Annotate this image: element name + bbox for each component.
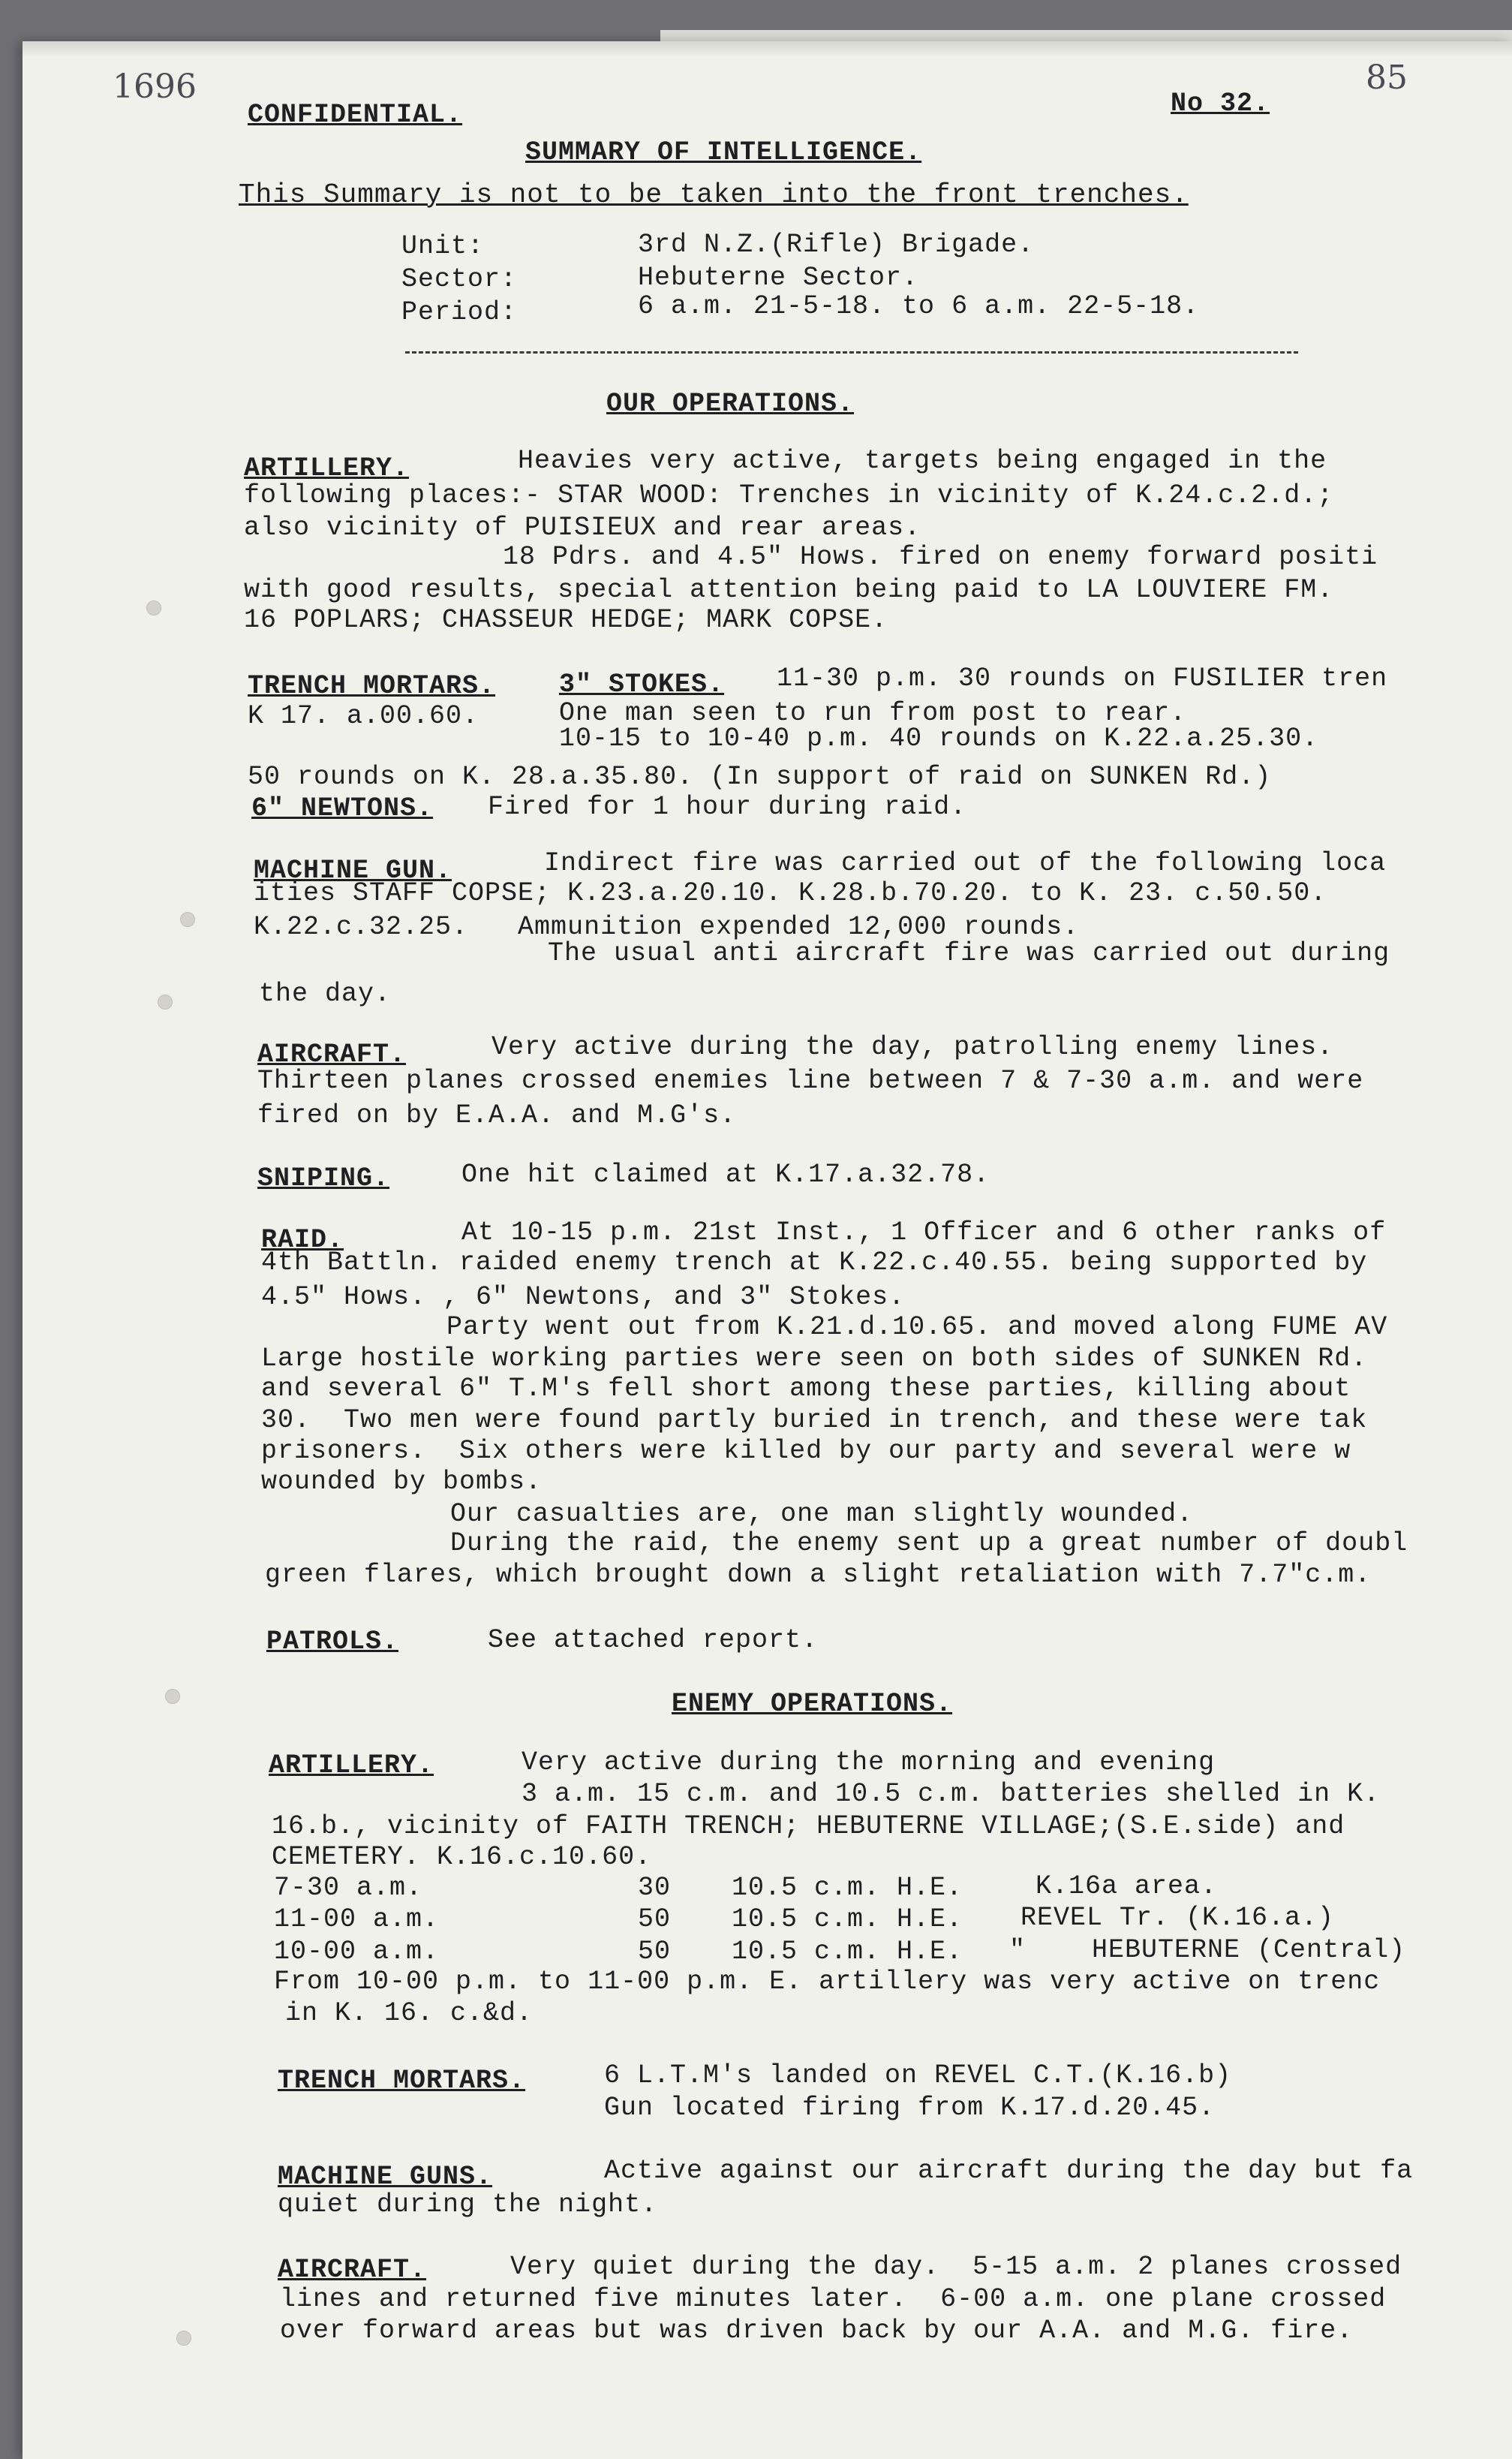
enemy-mg-line: quiet during the night. <box>278 2190 658 2220</box>
raid-line: Our casualties are, one man slightly wounded. <box>450 1499 1194 1529</box>
enemy-artillery-line: From 10-00 p.m. to 11-00 p.m. E. artillery was very active on trenc <box>274 1967 1381 1997</box>
shelling-row-location: " HEBUTERNE (Central) <box>1009 1935 1406 1965</box>
shelling-row-count: 50 <box>638 1937 672 1967</box>
shelling-row-time: 11-00 a.m. <box>274 1904 440 1934</box>
raid-line: At 10-15 p.m. 21st Inst., 1 Officer and 6 other ranks of <box>461 1217 1387 1248</box>
punch-hole <box>146 600 161 616</box>
raid-line: During the raid, the enemy sent up a great number of doubl <box>450 1528 1408 1558</box>
raid-line: and several 6" T.M's fell short among these parties, killing about <box>261 1374 1351 1404</box>
artillery-line: also vicinity of PUISIEUX and rear areas. <box>244 513 921 543</box>
punch-hole <box>158 995 173 1010</box>
enemy-aircraft-line: Very quiet during the day. 5-15 a.m. 2 planes crossed <box>510 2252 1402 2282</box>
raid-line: 30. Two men were found partly buried in trench, and these were tak <box>261 1405 1368 1435</box>
enemy-artillery-line: 16.b., vicinity of FAITH TRENCH; HEBUTERNE VILLAGE;(S.E.side) and <box>272 1811 1345 1841</box>
shelling-row-shell: 10.5 c.m. H.E. <box>732 1873 963 1903</box>
tm-line: 10-15 to 10-40 p.m. 40 rounds on K.22.a.25.30. <box>559 724 1319 754</box>
raid-line: Large hostile working parties were seen on both sides of SUNKEN Rd. <box>261 1344 1368 1374</box>
artillery-line: 18 Pdrs. and 4.5" Hows. fired on enemy forward positi <box>503 542 1378 572</box>
newtons-label: 6" NEWTONS. <box>251 793 434 823</box>
artillery-line: following places:- STAR WOOD: Trenches in vicinity of K.24.c.2.d.; <box>244 480 1334 510</box>
punch-hole <box>165 1689 180 1704</box>
raid-label: RAID. <box>261 1225 344 1255</box>
tm-line: 11-30 p.m. 30 rounds on FUSILIER tren <box>777 664 1388 694</box>
enemy-tm-line: 6 L.T.M's landed on REVEL C.T.(K.16.b) <box>604 2060 1232 2090</box>
enemy-artillery-line: in K. 16. c.&d. <box>285 1998 534 2028</box>
our-operations-heading: OUR OPERATIONS. <box>606 389 855 419</box>
enemy-aircraft-line: lines and returned five minutes later. 6-00 a.m. one plane crossed <box>280 2284 1387 2314</box>
shelling-row-time: 10-00 a.m. <box>274 1937 440 1967</box>
sniping-text: One hit claimed at K.17.a.32.78. <box>461 1160 990 1190</box>
mg-line: K.22.c.32.25. Ammunition expended 12,000 rounds. <box>254 912 1080 942</box>
shelling-row-location: REVEL Tr. (K.16.a.) <box>1021 1903 1335 1933</box>
summary-number: No 32. <box>1171 89 1270 119</box>
folio-number-left: 1696 <box>113 68 197 106</box>
artillery-label: ARTILLERY. <box>244 453 410 483</box>
enemy-artillery-line: 3 a.m. 15 c.m. and 10.5 c.m. batteries shelled in K. <box>522 1779 1381 1809</box>
mg-line: the day. <box>259 979 392 1009</box>
raid-line: wounded by bombs. <box>261 1467 543 1497</box>
shelling-row-shell: 10.5 c.m. H.E. <box>732 1937 963 1967</box>
shelling-row-location: K.16a area. <box>1036 1871 1218 1901</box>
enemy-tm-line: Gun located firing from K.17.d.20.45. <box>604 2093 1216 2123</box>
mg-line: Indirect fire was carried out of the following loca <box>544 848 1387 878</box>
sector-label: Sector: <box>401 264 518 294</box>
enemy-operations-heading: ENEMY OPERATIONS. <box>672 1689 953 1719</box>
unit-value: 3rd N.Z.(Rifle) Brigade. <box>638 230 1035 260</box>
period-label: Period: <box>401 297 518 327</box>
artillery-line: 16 POPLARS; CHASSEUR HEDGE; MARK COPSE. <box>244 605 888 635</box>
tm-grid-ref: K 17. a.00.60. <box>248 701 479 731</box>
enemy-machine-guns-label: MACHINE GUNS. <box>278 2162 493 2192</box>
dashed-rule <box>405 351 1298 354</box>
shelling-row-shell: 10.5 c.m. H.E. <box>732 1904 963 1934</box>
artillery-line: Heavies very active, targets being engaged in the <box>518 446 1327 476</box>
aircraft-line: Thirteen planes crossed enemies line between 7 & 7-30 a.m. and were <box>257 1066 1364 1096</box>
enemy-artillery-label: ARTILLERY. <box>269 1750 434 1780</box>
enemy-artillery-line: Very active during the morning and evening <box>522 1747 1216 1777</box>
newtons-text: Fired for 1 hour during raid. <box>488 792 967 822</box>
raid-line: 4.5" Hows. , 6" Newtons, and 3" Stokes. <box>261 1282 906 1312</box>
raid-line: Party went out from K.21.d.10.65. and moved along FUME AV <box>446 1312 1388 1342</box>
sniping-label: SNIPING. <box>257 1163 390 1193</box>
distribution-notice: This Summary is not to be taken into the front trenches. <box>239 179 1189 210</box>
patrols-text: See attached report. <box>488 1625 819 1655</box>
stokes-label: 3" STOKES. <box>559 670 725 700</box>
aircraft-line: Very active during the day, patrolling enemy lines. <box>491 1032 1334 1062</box>
aircraft-line: fired on by E.A.A. and M.G's. <box>257 1100 737 1130</box>
mg-line: The usual anti aircraft fire was carried out during <box>548 938 1390 968</box>
tm-line: One man seen to run from post to rear. <box>559 698 1187 728</box>
shelling-row-time: 7-30 a.m. <box>274 1873 423 1903</box>
trench-mortars-label: TRENCH MORTARS. <box>248 671 496 701</box>
enemy-aircraft-label: AIRCRAFT. <box>278 2255 427 2285</box>
shelling-row-count: 30 <box>638 1873 672 1903</box>
period-value: 6 a.m. 21-5-18. to 6 a.m. 22-5-18. <box>638 291 1200 321</box>
artillery-line: with good results, special attention being paid to LA LOUVIERE FM. <box>244 575 1334 605</box>
mg-line: ities STAFF COPSE; K.23.a.20.10. K.28.b.70.20. to K. 23. c.50.50. <box>254 878 1327 908</box>
enemy-mg-line: Active against our aircraft during the day but fa <box>604 2156 1414 2186</box>
tm-line: 50 rounds on K. 28.a.35.80. (In support of raid on SUNKEN Rd.) <box>248 762 1272 792</box>
enemy-aircraft-line: over forward areas but was driven back by our A.A. and M.G. fire. <box>280 2316 1354 2346</box>
enemy-trench-mortars-label: TRENCH MORTARS. <box>278 2066 526 2096</box>
folio-number-right: 85 <box>1366 59 1408 97</box>
raid-line: green flares, which brought down a slight retaliation with 7.7"c.m. <box>265 1560 1372 1590</box>
raid-line: 4th Battln. raided enemy trench at K.22.c.40.55. being supported by <box>261 1248 1368 1278</box>
enemy-artillery-line: CEMETERY. K.16.c.10.60. <box>272 1842 652 1872</box>
machine-gun-label: MACHINE GUN. <box>254 856 452 886</box>
patrols-label: PATROLS. <box>266 1627 399 1657</box>
sector-value: Hebuterne Sector. <box>638 263 919 293</box>
punch-hole <box>180 912 195 927</box>
raid-line: prisoners. Six others were killed by our party and several were w <box>261 1436 1351 1466</box>
unit-label: Unit: <box>401 231 485 261</box>
punch-hole <box>176 2331 191 2346</box>
shelling-row-count: 50 <box>638 1904 672 1934</box>
document-title: SUMMARY OF INTELLIGENCE. <box>525 137 922 167</box>
confidential-label: CONFIDENTIAL. <box>248 100 463 130</box>
aircraft-label: AIRCRAFT. <box>257 1040 407 1070</box>
